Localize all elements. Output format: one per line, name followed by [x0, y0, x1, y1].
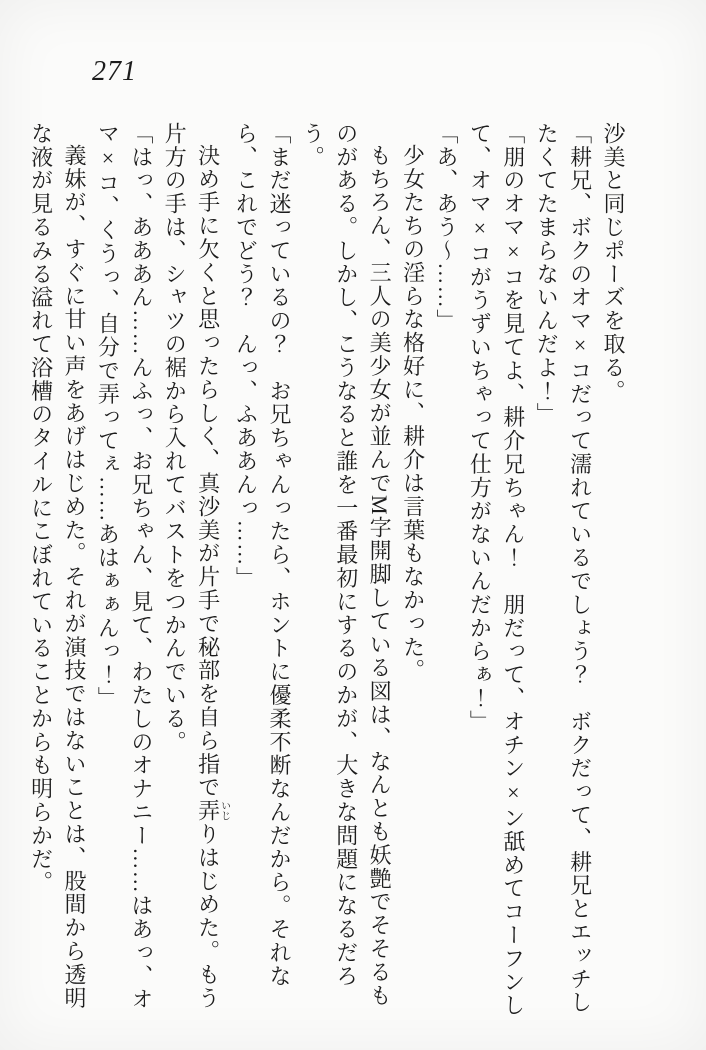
page-number: 271 [92, 56, 137, 87]
ruby-annotated-text: 弄いじ [195, 799, 230, 823]
vertical-text-block [28, 122, 630, 1022]
paragraph: もちろん、三人の美少女が並んでM字開脚している図は、なんとも妖艶でそそるものがある。しかし、こうなると誰を一番最初にするのかが、大きな問題になるだろう。 [300, 122, 393, 1008]
paragraph: 「朋のオマ×コを見てよ、耕介兄ちゃん！ 朋だって、オチン×ン舐めてコーフンして、オマ×コがうずいちゃって仕方がないんだからぁ！」 [467, 122, 526, 1018]
paragraph: 「耕兄、ボクのオマ×コだって濡れているでしょう？ ボクだって、耕兄とエッチしたくてたまらないんだよ！」 [534, 122, 593, 1015]
paragraph: 「あ、あう〜……」 [433, 122, 459, 333]
paragraph: 義妹が、すぐに甘い声をあげはじめた。それが演技ではないことは、股間から透明な液が見るみる溢れて浴槽のタイルにこぼれていることからも明らかだ。 [28, 122, 87, 1010]
paragraph: 「はっ、あああん……んふっ、お兄ちゃん、見て、わたしのオナニー……はあっ、オマ×コ、くうっ、自分で弄ってぇ……あはぁぁんっ！」 [95, 122, 154, 1012]
paragraph: 少女たちの淫らな格好に、耕介は言葉もなかった。 [400, 144, 426, 683]
paragraph: 「まだ迷っているの？ お兄ちゃんったら、ホントに優柔不断なんだから。それなら、これでどう？ んっ、ふああんっ……」 [233, 122, 292, 988]
paragraph: 決め手に欠くと思ったらしく、真沙美が片手で秘部を自ら指で弄いじりはじめた。もう片方の手は、シャツの裾から入れてバストをつかんでいる。 [162, 122, 230, 1010]
paragraph: 沙美と同じポーズを取る。 [601, 122, 626, 403]
